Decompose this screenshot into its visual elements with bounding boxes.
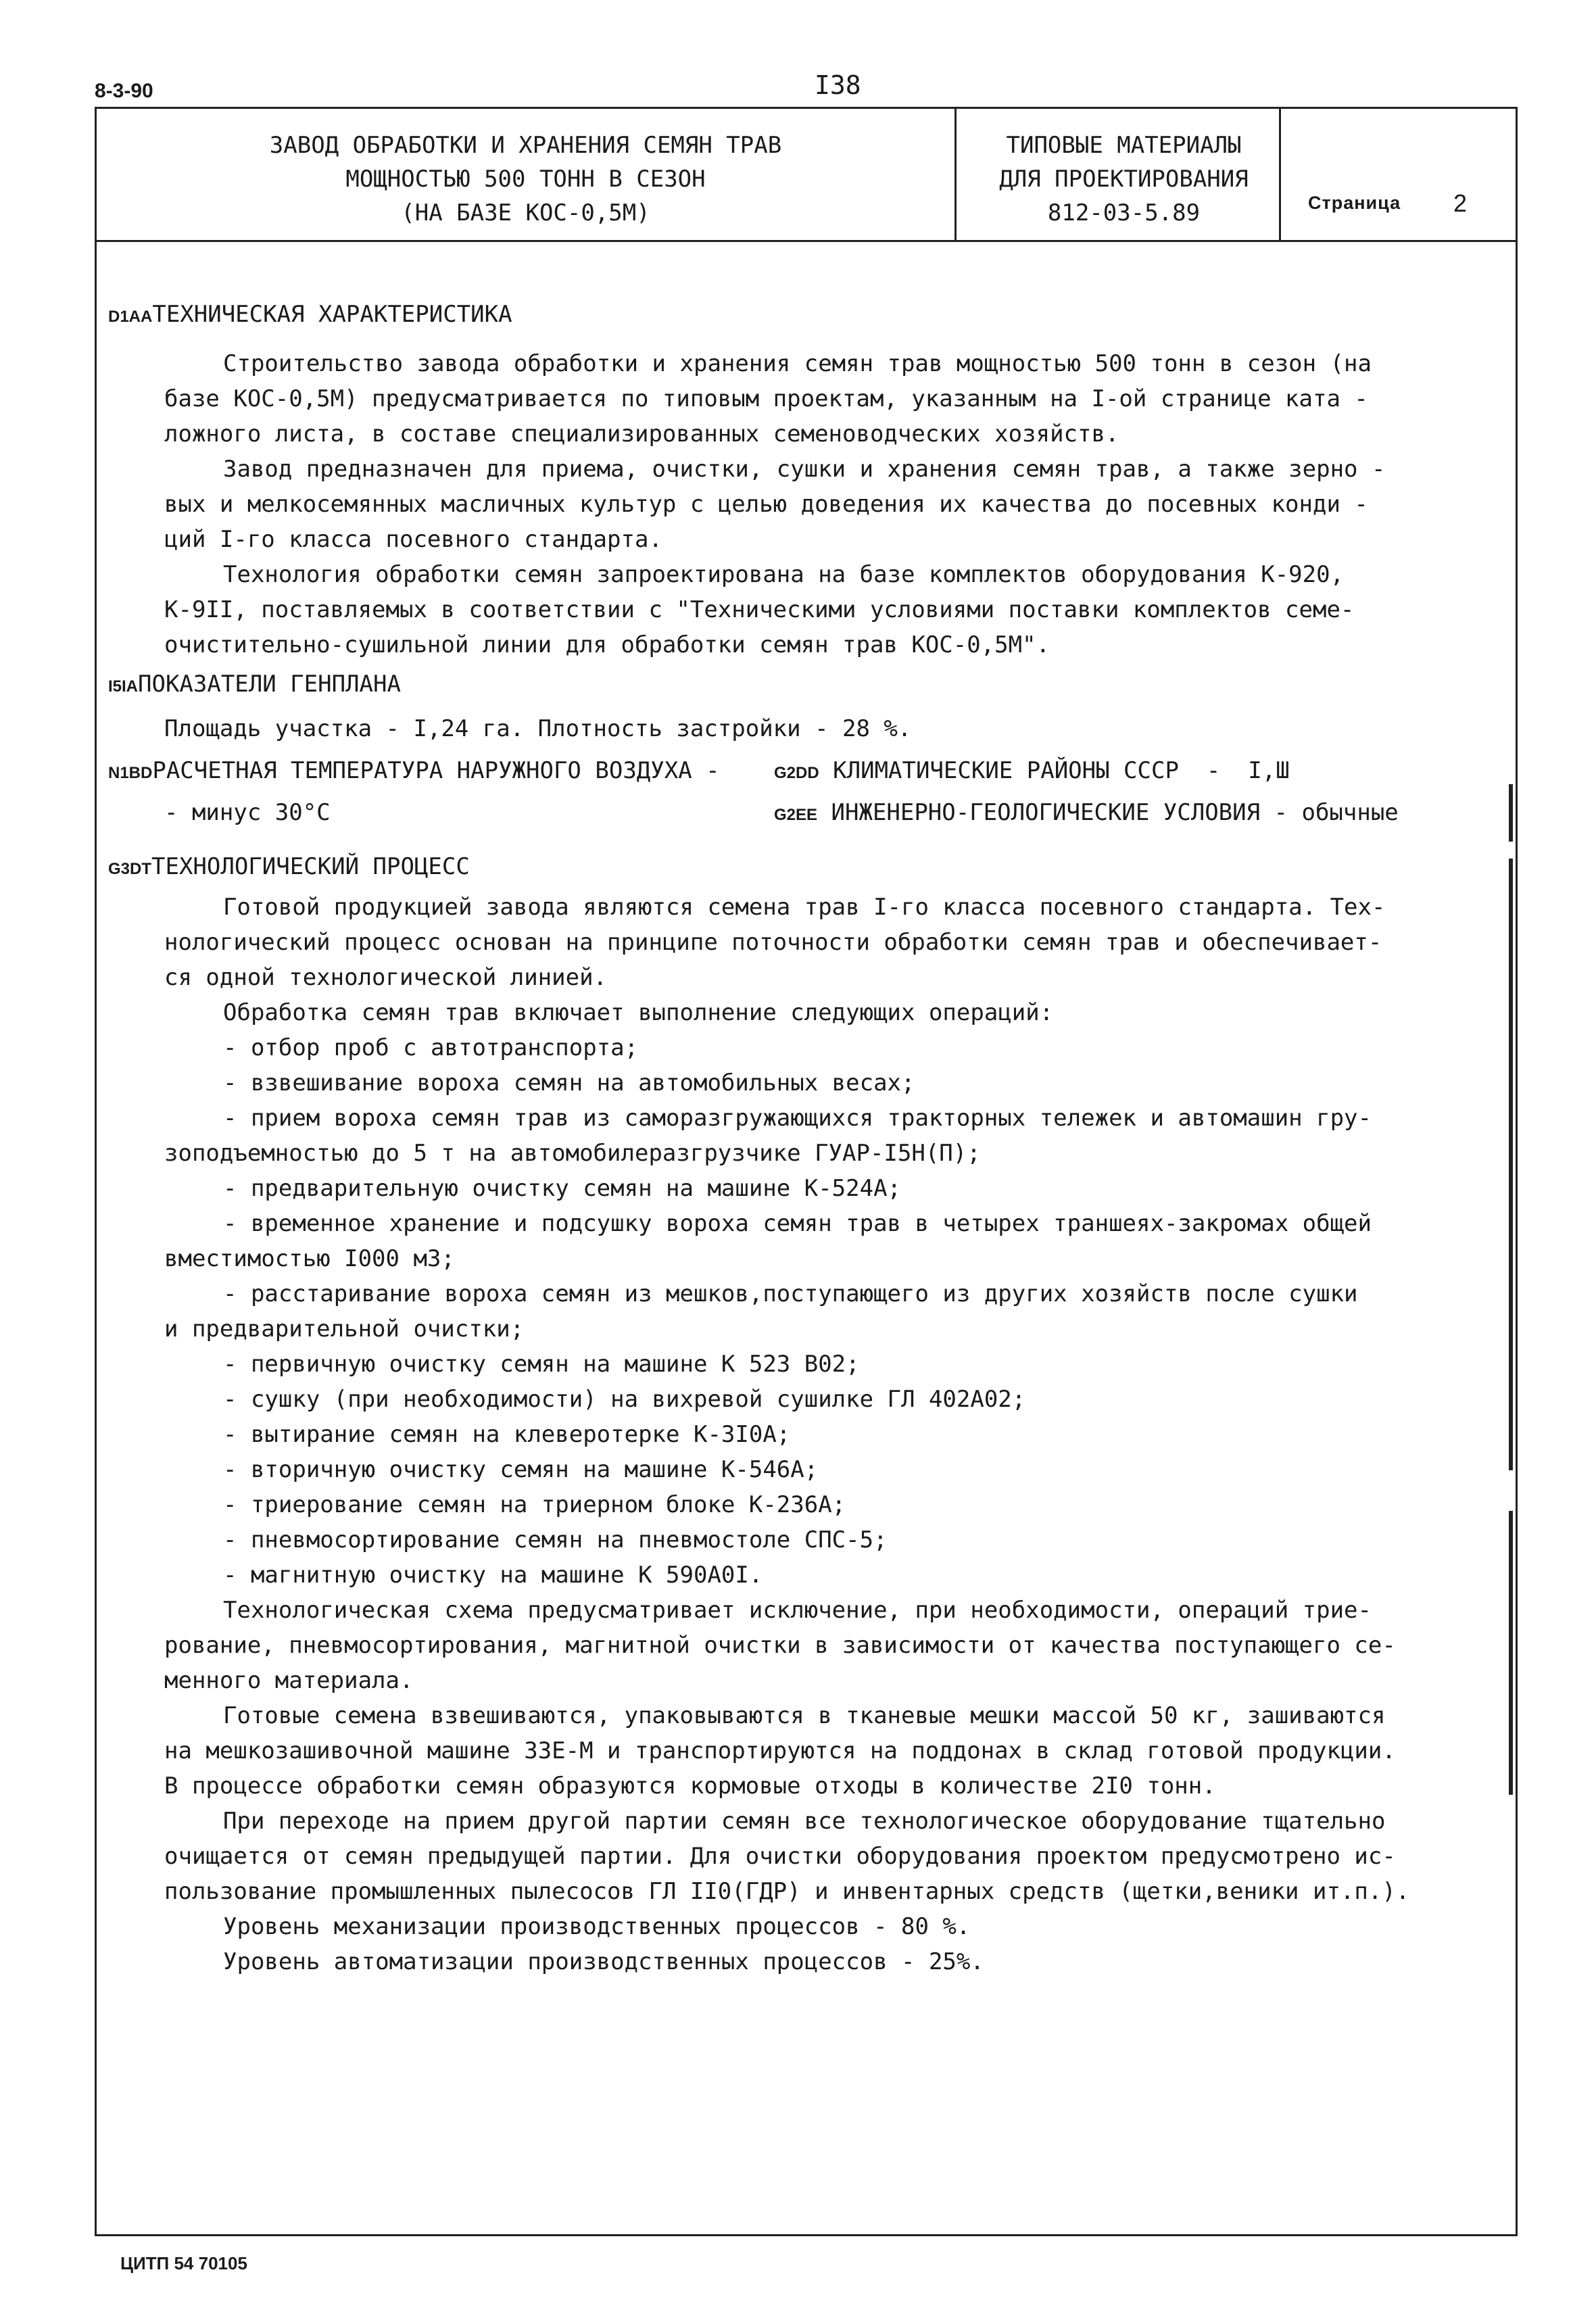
section-genplan-heading	[108, 671, 401, 700]
section-code: G2DD	[774, 764, 819, 782]
body-line: ся одной технологической линией.	[164, 964, 608, 991]
section-process-heading	[108, 853, 470, 883]
margin-mark	[1509, 1511, 1513, 1795]
geology-conditions-text: ИНЖЕНЕРНО-ГЕОЛОГИЧЕСКИЕ УСЛОВИЯ - обычные	[831, 799, 1399, 826]
body-line: В процессе обработки семян образуются кормовые отходы в количестве 2I0 тонн.	[164, 1772, 1216, 1800]
body-line: менного материала.	[164, 1667, 414, 1694]
design-temperature: - минус 30°С	[164, 799, 331, 826]
document-designation-line: ДЛЯ ПРОЕКТИРОВАНИЯ	[999, 166, 1249, 193]
section-code: N1BD	[108, 764, 153, 782]
body-line: очистительно-сушильной линии для обработки семян трав КОС-0,5М".	[164, 631, 1050, 658]
section-code: G2EE	[774, 806, 818, 824]
page-number: 2	[1453, 189, 1468, 217]
body-line: При переходе на прием другой партии семян все технологическое оборудование тщательно	[223, 1808, 1386, 1835]
list-item: - взвешивание вороха семян на автомобильных весах;	[223, 1069, 915, 1096]
climate-regions-text: КЛИМАТИЧЕСКИЕ РАЙОНЫ СССР - I,Ш	[833, 757, 1290, 784]
section-title: ТЕХНОЛОГИЧЕСКИЙ ПРОЦЕСС	[151, 853, 470, 880]
section-code: G3DT	[108, 860, 152, 878]
body-line: Готовой продукцией завода являются семена трав I-го класса посевного стандарта. Тех-	[223, 894, 1386, 921]
list-item: - прием вороха семян трав из саморазгружающихся тракторных тележек и автомашин гру-	[223, 1105, 1372, 1132]
list-item: - сушку (при необходимости) на вихревой сушилке ГЛ 402А02;	[223, 1386, 1026, 1413]
document-designation-line: 812-03-5.89	[1047, 199, 1201, 226]
geology-conditions	[774, 799, 1399, 829]
body-line: К-9II, поставляемых в соответствии с "Техническими условиями поставки комплектов семе-	[164, 596, 1355, 623]
body-line: нологический процесс основан на принципе поточности обработки семян трав и обеспечивает-	[164, 929, 1382, 956]
project-title-line: МОЩНОСТЬЮ 500 ТОНН В СЕЗОН	[345, 166, 706, 193]
document-designation-line: ТИПОВЫЕ МАТЕРИАЛЫ	[1006, 132, 1242, 159]
section-code: D1AA	[108, 308, 153, 326]
body-line: Завод предназначен для приема, очистки, сушки и хранения семян трав, а также зерно -	[223, 456, 1386, 483]
list-item: и предварительной очистки;	[164, 1316, 525, 1343]
project-title-line: ЗАВОД ОБРАБОТКИ И ХРАНЕНИЯ СЕМЯН ТРАВ	[269, 132, 782, 159]
list-item: - предварительную очистку семян на машине К-524А;	[223, 1175, 902, 1202]
body-line: базе КОС-0,5М) предусматривается по типовым проектам, указанным на I-ой странице ката -	[164, 385, 1368, 412]
body-line: Технология обработки семян запроектирована на базе комплектов оборудования К-920,	[223, 561, 1345, 588]
document-designation	[963, 128, 1284, 230]
body-line: Готовые семена взвешиваются, упаковываются в тканевые мешки массой 50 кг, зашиваются	[223, 1702, 1386, 1729]
body-line: пользование промышленных пылесосов ГЛ II0(ГДР) и инвентарных средств (щетки,веники ит.п.).	[164, 1878, 1410, 1905]
margin-mark	[1509, 859, 1513, 1470]
list-item: - отбор проб с автотранспорта;	[223, 1034, 639, 1061]
footer-stamp: ЦИТП 54 70105	[120, 2253, 247, 2273]
body-line: на мешкозашивочной машине ЗЗЕ-М и транспортируются на поддонах в склад готовой продукции.	[164, 1737, 1396, 1764]
list-item: - триерование семян на триерном блоке К-236А;	[223, 1491, 846, 1518]
list-item: - расстаривание вороха семян из мешков,поступающего из других хозяйств после сушки	[223, 1280, 1358, 1307]
list-item: - первичную очистку семян на машине К 523 В02;	[223, 1351, 860, 1378]
list-item: вместимостью I000 м3;	[164, 1245, 455, 1272]
section-title: РАСЧЕТНАЯ ТЕМПЕРАТУРА НАРУЖНОГО ВОЗДУХА -	[152, 757, 720, 784]
project-title-line: (НА БАЗЕ КОС-0,5М)	[401, 199, 650, 226]
section-climate-heading	[108, 757, 720, 787]
body-line: Технологическая схема предусматривает исключение, при необходимости, операций трие-	[223, 1597, 1372, 1624]
body-line: Уровень автоматизации производственных процессов - 25%.	[223, 1948, 984, 1975]
list-item: - вытирание семян на клеверотерке К-3I0А;	[223, 1421, 791, 1448]
body-line: Площадь участка - I,24 га. Плотность застройки - 28 %.	[164, 715, 912, 742]
list-item: - пневмосортирование семян на пневмостоле СПС-5;	[223, 1526, 888, 1553]
body-line: очищается от семян предыдущей партии. Для очистки оборудования проектом предусмотрено ис-	[164, 1843, 1396, 1870]
section-tech-heading	[108, 301, 512, 331]
body-line: Строительство завода обработки и хранения семян трав мощностью 500 тонн в сезон (на	[223, 350, 1372, 377]
margin-mark	[1509, 784, 1513, 842]
body-line: ций I-го класса посевного стандарта.	[164, 526, 662, 553]
climate-regions	[774, 757, 1290, 787]
list-item: зоподъемностью до 5 т на автомобилеразгрузчике ГУАР-I5Н(П);	[164, 1140, 981, 1167]
sheet-number: I38	[815, 70, 861, 100]
section-title: ПОКАЗАТЕЛИ ГЕНПЛАНА	[138, 671, 401, 698]
document-date: 8-3-90	[95, 80, 153, 102]
body-line: рование, пневмосортирования, магнитной очистки в зависимости от качества поступающего се-	[164, 1632, 1396, 1659]
section-title: ТЕХНИЧЕСКАЯ ХАРАКТЕРИСТИКА	[152, 301, 512, 328]
section-code: I5IA	[108, 677, 139, 696]
page-label: Страница	[1308, 193, 1401, 213]
project-title	[95, 128, 957, 230]
list-item: - временное хранение и подсушку вороха семян трав в четырех траншеях-закромах общей	[223, 1210, 1372, 1237]
list-item: - вторичную очистку семян на машине К-546А;	[223, 1456, 819, 1483]
body-line: Обработка семян трав включает выполнение следующих операций:	[223, 999, 1054, 1026]
body-line: Уровень механизации производственных процессов - 80 %.	[223, 1913, 971, 1940]
body-line: ложного листа, в составе специализированных семеноводческих хозяйств.	[164, 420, 1119, 448]
body-line: вых и мелкосемянных масличных культур с целью доведения их качества до посевных конди -	[164, 491, 1368, 518]
list-item: - магнитную очистку на машине К 590А0I.	[223, 1562, 763, 1589]
